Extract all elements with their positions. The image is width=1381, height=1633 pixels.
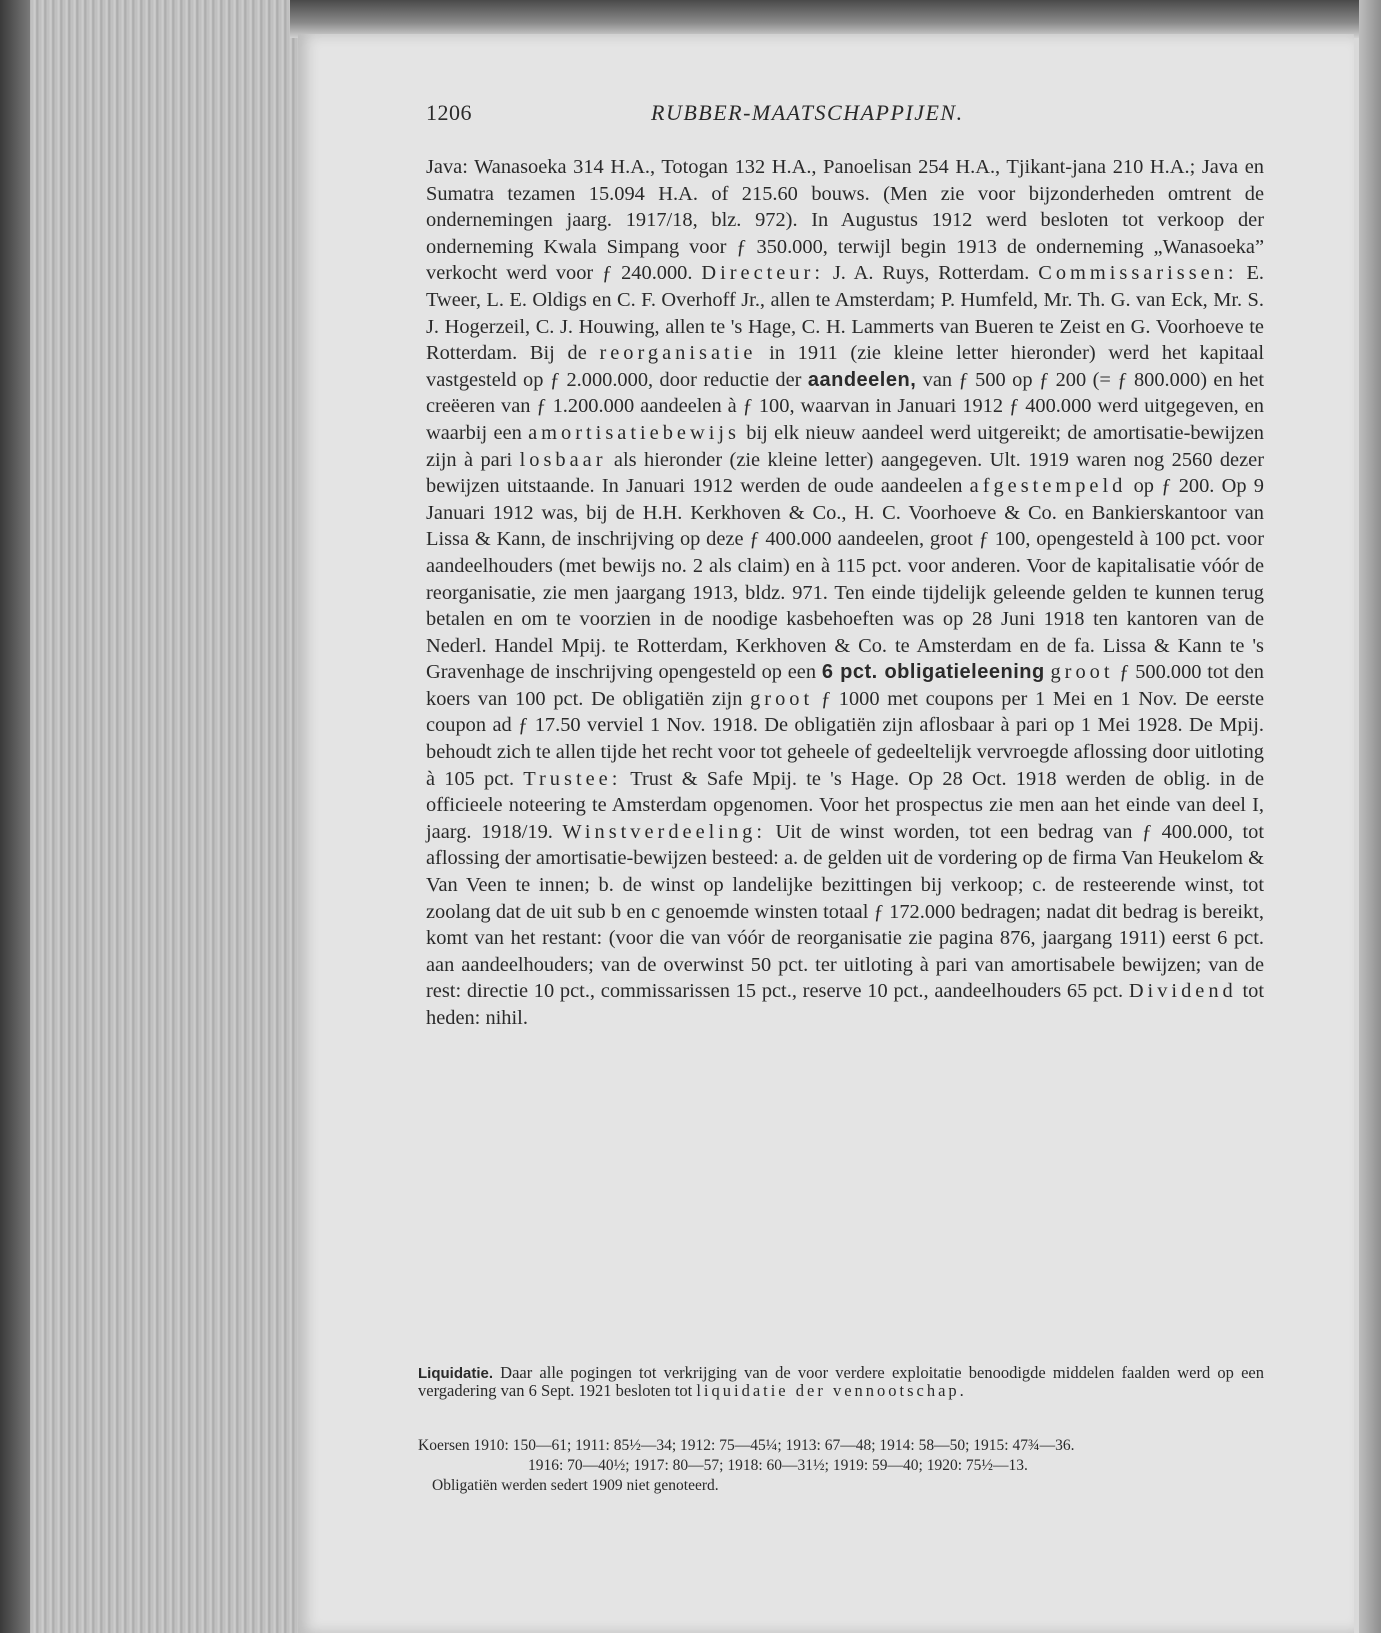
koersen-line-1: Koersen 1910: 150—61; 1911: 85½—34; 1912: 75—45¼; 1913: 67—48; 1914: 58—50; 1915: 47¾—36. xyxy=(418,1437,1075,1454)
body-text-10: ƒ 1000 met coupons per 1 Mei en 1 Nov. De eerste coupon ad ƒ 17.50 verviel 1 Nov. 1918. De obligatiën zijn aflosbaar à pari op 1 Mei 1928. De Mpij. behoudt zich te allen tijde het recht voor tot geheele of gedeeltelijk vervroegde aflossing door uitloting à 105 pct. xyxy=(426,687,1264,790)
aandeelen-label: aandeelen, xyxy=(807,368,917,391)
body-text-4: in 1911 (zie kleine letter hieronder) werd het kapitaal vastgesteld op ƒ 2.000.000, door reductie der xyxy=(426,342,1265,391)
body-text-3: E. Tweer, L. E. Oldigs en C. F. Overhoff Jr., allen te Amsterdam; P. Humfeld, Mr. Th. G. van Eck, Mr. S. J. Hogerzeil, C. J. Houwing, allen te 's Hage, C. H. Lammerts van Bueren te Zeist en G. Voorhoeve te Rotterdam. Bij de xyxy=(426,262,1264,365)
groot-label-2: groot xyxy=(750,687,814,710)
page-number: 1206 xyxy=(426,100,472,125)
commissarissen-label: Commissarissen: xyxy=(1038,262,1238,285)
body-text-9: ƒ 500.000 tot den koers van 100 pct. De obligatiën zijn xyxy=(426,661,1265,710)
trustee-label: Trustee: xyxy=(523,767,622,790)
groot-label-1: groot xyxy=(1050,661,1114,684)
body-text-11: Trust & Safe Mpij. te 's Hage. Op 28 Oct. 1918 werden de oblig. in de officieele noteering te Amsterdam opgenomen. Voor het prospectus zie men aan het einde van deel I, jaarg. 1918/19. xyxy=(426,767,1264,843)
directeur-label: Directeur: xyxy=(701,262,824,285)
book-page-edges xyxy=(0,0,300,1633)
body-text-8: op ƒ 200. Op 9 Januari 1912 was, bij de H.H. Kerkhoven & Co., H. C. Voorhoeve & Co. en Bankierskantoor van Lissa & Kann, de inschrijving op deze ƒ 400.000 aandeelen, groot ƒ 100, opengesteld à 100 pct. voor aandeelhouders (met bewijs no. 2 als claim) en à 115 pct. voor anderen. Voor de kapitalisatie vóór de reorganisatie, zie men jaargang 1913, bldz. 971. Ten einde tijdelijk geleende gelden te kunnen terug betalen en om te voorzien in de noodige kasbehoeften was op 28 Juni 1918 ten kantoren van de Nederl. Handel Mpij. te Rotterdam, Kerkhoven & Co. te Amsterdam en de fa. Lissa & Kann te 's Gravenhage de inschrijving opengesteld op een xyxy=(426,475,1264,684)
obligatieleening-label: 6 pct. obligatieleening xyxy=(821,661,1045,684)
reorganisatie-label: reorganisatie xyxy=(599,342,757,365)
losbaar-label: losbaar xyxy=(519,448,607,471)
body-text-5: van ƒ 500 op ƒ 200 (= ƒ 800.000) en het creëeren van ƒ 1.200.000 aandeelen à ƒ 100, waarvan in Januari 1912 ƒ 400.000 werd uitgegeven, en waarbij een xyxy=(426,368,1264,444)
body-text-7: als hieronder (zie kleine letter) aangegeven. Ult. 1919 waren nog 2560 dezer bewijzen uitstaande. In Januari 1912 werden de oude aandeelen xyxy=(426,448,1264,498)
scan-top-shadow xyxy=(290,0,1381,38)
liquidatie-text: Daar alle pogingen tot verkrijging van de voor verdere exploitatie benoodigde middelen faalden werd op een vergadering van 6 Sept. 1921 besloten tot xyxy=(418,1363,1264,1400)
koersen-line-2: 1916: 70—40½; 1917: 80—57; 1918: 60—31½; 1919: 59—40; 1920: 75½—13. xyxy=(528,1457,1028,1474)
liquidatie-lead: Liquidatie. xyxy=(418,1365,493,1382)
body-text-13: tot heden: nihil. xyxy=(426,980,1265,1029)
running-title: RUBBER-MAATSCHAPPIJEN. xyxy=(651,100,964,125)
body-text-2: J. A. Ruys, Rotterdam. xyxy=(824,262,1039,285)
body-text-6: bij elk nieuw aandeel werd uitgereikt; de amortisatie-bewijzen zijn à pari xyxy=(426,421,1264,471)
afgestempeld-label: afgestempeld xyxy=(969,475,1127,498)
liquidatie-emphasis: liquidatie der vennootschap. xyxy=(696,1381,967,1400)
dividend-label: Dividend xyxy=(1128,980,1237,1003)
body-text-1: Java: Wanasoeka 314 H.A., Totogan 132 H.A., Panoelisan 254 H.A., Tjikant-jana 210 H.A.; Java en Sumatra tezamen 15.094 H.A. of 215.60 bouws. (Men zie voor bijzonderheden omtrent de ondernemingen jaarg. 1917/18, blz. 972). In Augustus 1912 werd besloten tot verkoop der onderneming Kwala Simpang voor ƒ 350.000, terwijl begin 1913 de onderneming „Wanasoeka” verkocht werd voor ƒ 240.000. xyxy=(426,156,1264,285)
amortisatiebewijs-label: amortisatiebewijs xyxy=(528,421,740,444)
koersen-block xyxy=(418,1436,1268,1496)
page-header xyxy=(426,100,1266,130)
liquidatie-note xyxy=(418,1364,1264,1399)
obligatien-note: Obligatiën werden sedert 1909 niet genoteerd. xyxy=(432,1477,719,1494)
scan-right-edge xyxy=(1359,0,1381,1633)
winstverdeeling-label: Winstverdeeling: xyxy=(562,820,767,843)
body-text-12: Uit de winst worden, tot een bedrag van ƒ 400.000, tot aflossing der amortisatie-bewijzen besteed: a. de gelden uit de vordering op de firma Van Heukelom & Van Veen te innen; b. de winst op landelijke bezittingen bij verkoop; c. de resteerende winst, tot zoolang dat de uit sub b en c genoemde winsten totaal ƒ 172.000 bedragen; nadat dit bedrag is bereikt, komt van het restant: (voor die van vóór de reorganisatie zie pagina 876, jaargang 1911) eerst 6 pct. aan aandeelhouders; van de overwinst 50 pct. ter uitloting à pari van amortisabele bewijzen; van de rest: directie 10 pct., commissarissen 15 pct., reserve 10 pct., aandeelhouders 65 pct. xyxy=(426,820,1264,1003)
main-paragraph xyxy=(426,154,1264,1032)
